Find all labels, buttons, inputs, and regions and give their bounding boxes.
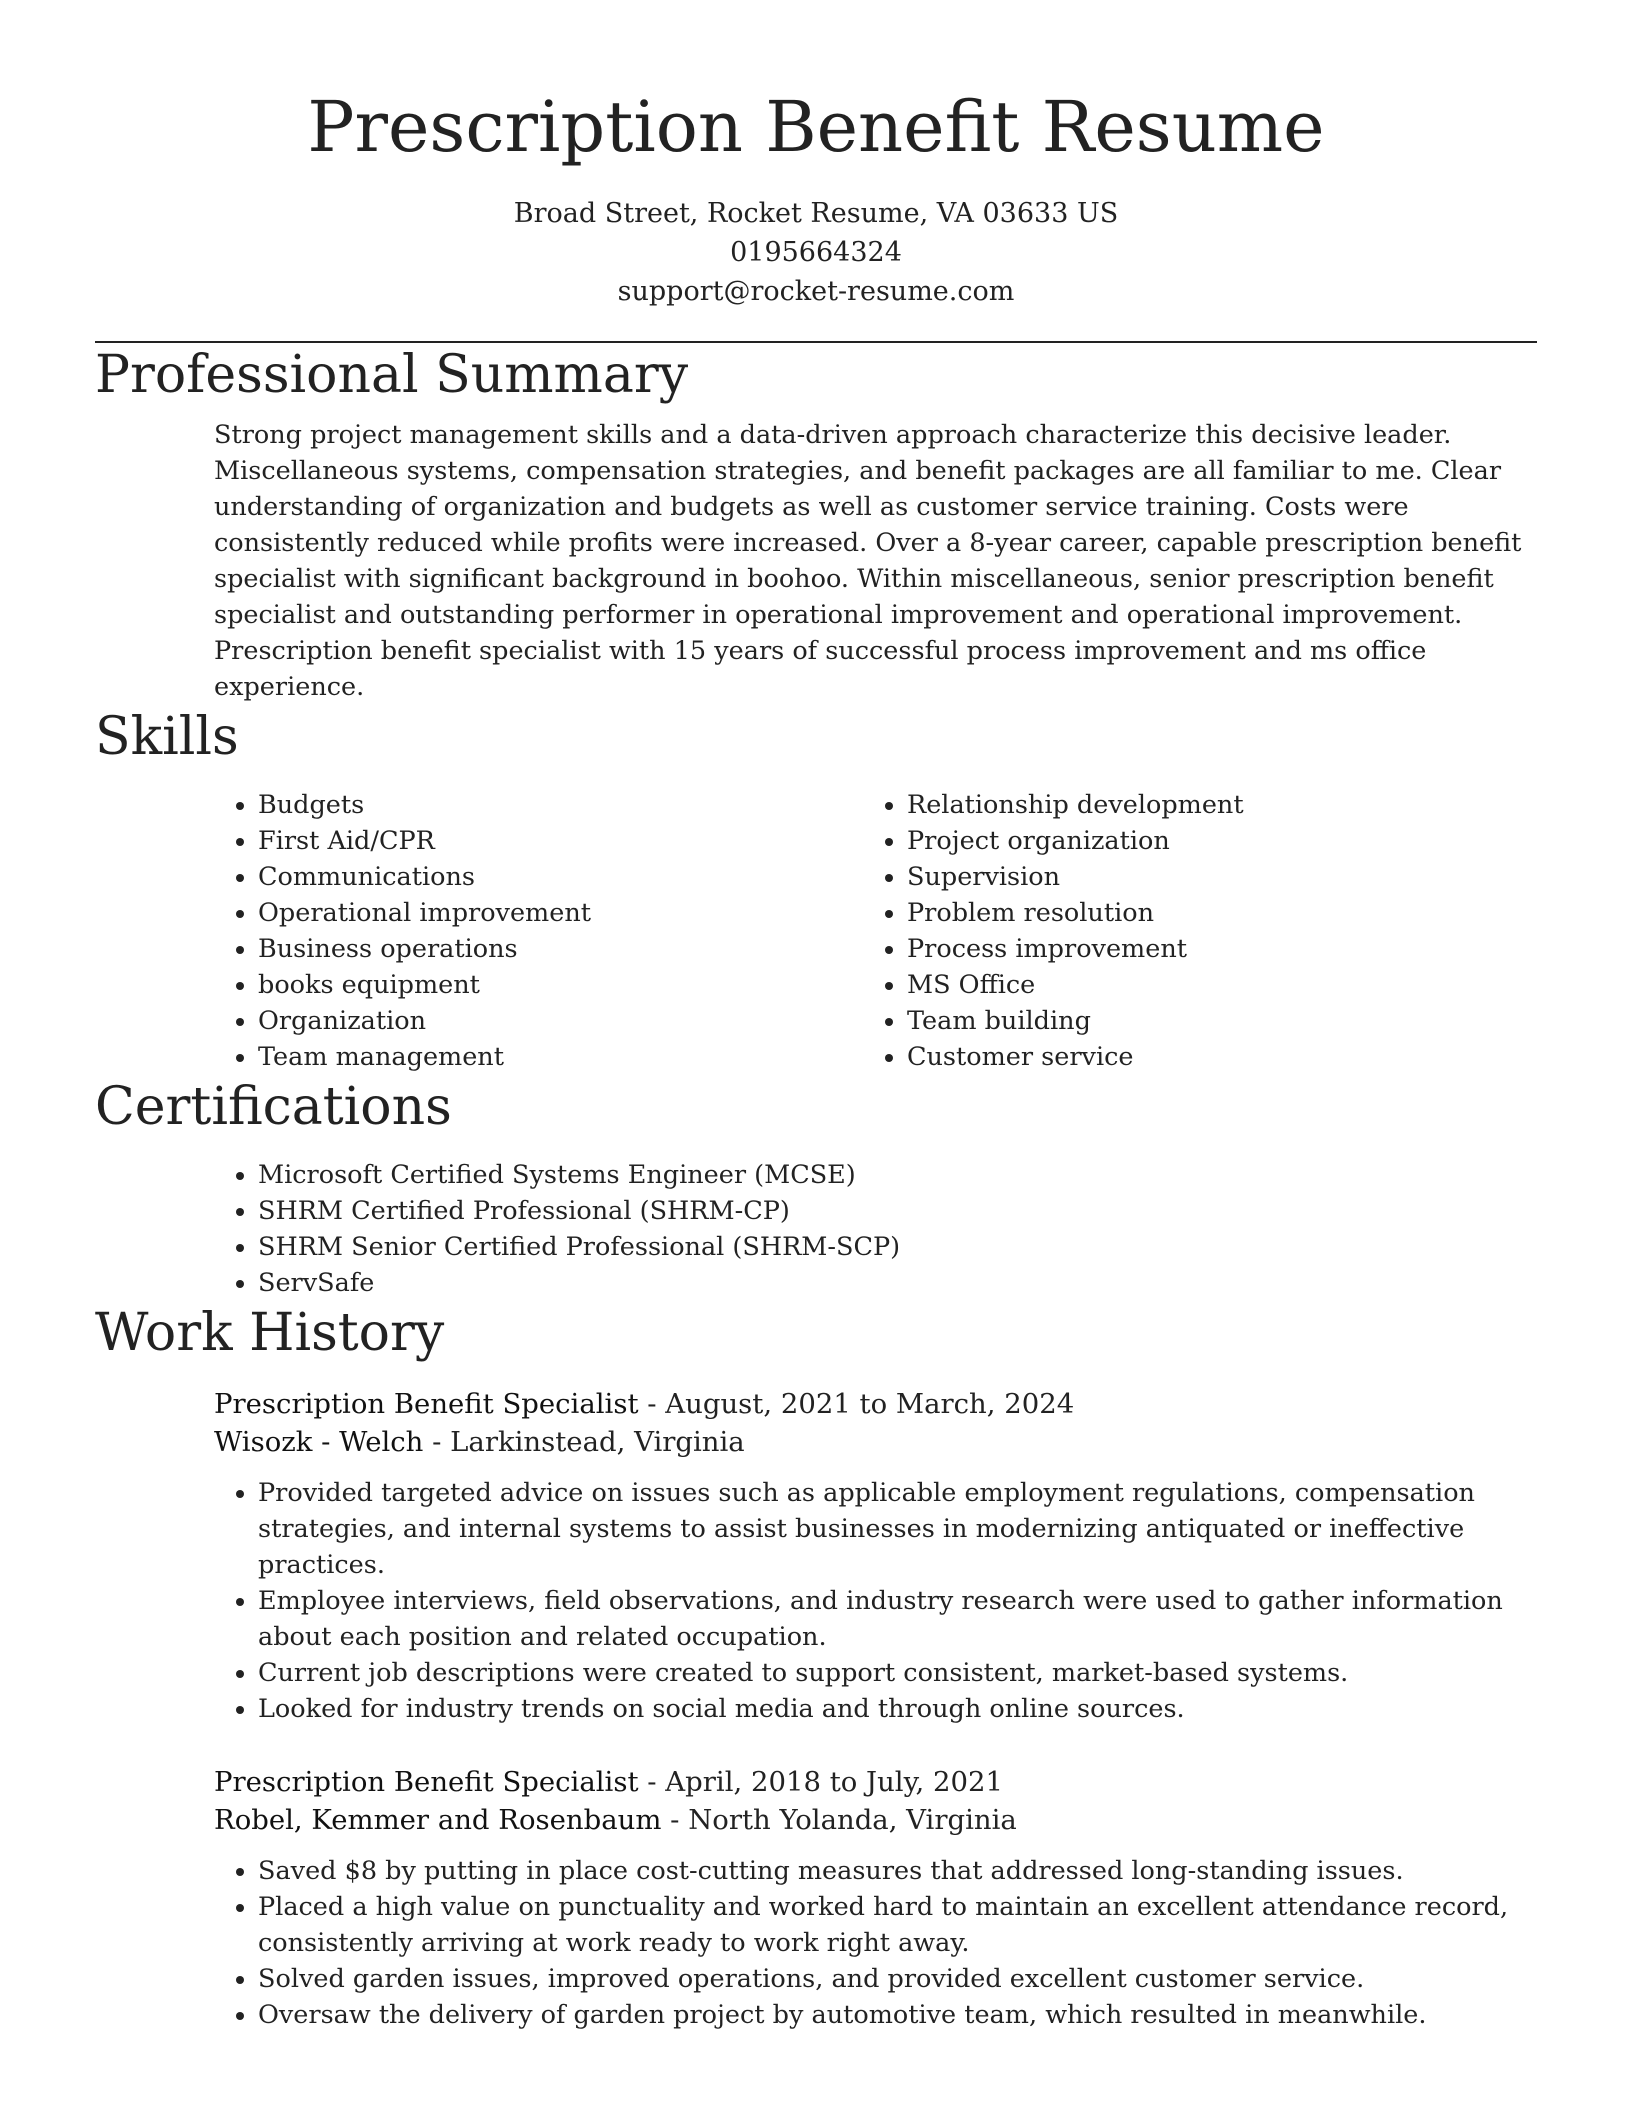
- skill-item: • Relationship development: [907, 787, 1512, 823]
- skill-item: • Organization: [258, 1003, 863, 1039]
- skills-list-right: [863, 787, 1512, 1075]
- certifications-list: [214, 1157, 1537, 1301]
- certifications-list-wrap: [214, 1157, 1537, 1301]
- skill-item: • Communications: [258, 859, 863, 895]
- job-bullet: • Saved $8 by putting in place cost-cutting measures that addressed long-standing issues.: [258, 1853, 1537, 1889]
- certification-item: • SHRM Senior Certified Professional (SHRM-SCP): [258, 1229, 1537, 1265]
- job-location: North Yolanda, Virginia: [688, 1804, 1017, 1836]
- certification-item: • SHRM Certified Professional (SHRM-CP): [258, 1193, 1537, 1229]
- job-separator: -: [638, 1766, 666, 1798]
- job-separator: -: [638, 1388, 666, 1420]
- job-title-line: [214, 1763, 1537, 1801]
- skill-item: • First Aid/CPR: [258, 823, 863, 859]
- job-company-line: [214, 1801, 1537, 1839]
- job-bullets: [214, 1853, 1537, 2033]
- skill-item: • books equipment: [258, 967, 863, 1003]
- job-dates: April, 2018 to July, 2021: [665, 1766, 1003, 1798]
- skill-item: • Team building: [907, 1003, 1512, 1039]
- job-separator: -: [423, 1426, 451, 1458]
- job-bullet: • Looked for industry trends on social media and through online sources.: [258, 1691, 1537, 1727]
- job-bullets: [214, 1475, 1537, 1727]
- resume-header: [95, 0, 1537, 311]
- job-dates: August, 2021 to March, 2024: [665, 1388, 1075, 1420]
- contact-info: [95, 194, 1537, 311]
- job-bullet: • Provided targeted advice on issues such as applicable employment regulations, compensation strategies, and internal systems to assist businesses in modernizing antiquated or ineffective practices.: [258, 1475, 1537, 1583]
- job-company-line: [214, 1423, 1537, 1461]
- skill-item: • Project organization: [907, 823, 1512, 859]
- job-title-line: [214, 1385, 1537, 1423]
- skills-columns: [214, 787, 1537, 1075]
- contact-email: support@rocket-resume.com: [617, 276, 1015, 307]
- skill-item: • Team management: [258, 1039, 863, 1075]
- job-company: Wisozk - Welch: [214, 1426, 424, 1458]
- skill-item: • Customer service: [907, 1039, 1512, 1075]
- skill-item: • MS Office: [907, 967, 1512, 1003]
- job-bullet: • Employee interviews, field observations, and industry research were used to gather information about each position and related occupation.: [258, 1583, 1537, 1655]
- job-bullet: • Current job descriptions were created to support consistent, market-based systems.: [258, 1655, 1537, 1691]
- contact-address: Broad Street, Rocket Resume, VA 03633 US: [513, 198, 1119, 229]
- job-separator: -: [661, 1804, 689, 1836]
- skill-item: • Problem resolution: [907, 895, 1512, 931]
- certifications-heading: Certifications: [95, 1077, 452, 1137]
- job-company: Robel, Kemmer and Rosenbaum: [214, 1804, 662, 1836]
- skill-item: • Supervision: [907, 859, 1512, 895]
- work-history-heading: Work History: [95, 1303, 445, 1363]
- job-title: Prescription Benefit Specialist: [214, 1766, 639, 1798]
- job-location: Larkinstead, Virginia: [450, 1426, 745, 1458]
- skill-item: • Budgets: [258, 787, 863, 823]
- summary-text: Strong project management skills and a data-driven approach characterize this decisive leader. Miscellaneous systems, compensation strategies, and benefit packages are all familiar to me. Clear understanding of organization and budgets as well as customer service training. Costs were consistently reduced while profits were increased. Over a 8-year career, capable prescription benefit specialist with significant background in boohoo. Within miscellaneous, senior prescription benefit specialist and outstanding performer in operational improvement and operational improvement. Prescription benefit specialist with 15 years of successful process improvement and ms office experience.: [214, 420, 1522, 702]
- job-bullet: • Solved garden issues, improved operations, and provided excellent customer service.: [258, 1961, 1537, 1997]
- job-bullet: • Oversaw the delivery of garden project by automotive team, which resulted in meanwhile.: [258, 1997, 1537, 2033]
- skill-item: • Business operations: [258, 931, 863, 967]
- certification-item: • ServSafe: [258, 1265, 1537, 1301]
- certification-item: • Microsoft Certified Systems Engineer (MCSE): [258, 1157, 1537, 1193]
- job-bullet: • Placed a high value on punctuality and worked hard to maintain an excellent attendance record, consistently arriving at work ready to work right away.: [258, 1889, 1537, 1961]
- skill-item: • Operational improvement: [258, 895, 863, 931]
- job-entry: [214, 1763, 1537, 2033]
- summary-heading: Professional Summary: [95, 345, 689, 405]
- resume-title: Prescription Benefit Resume: [307, 86, 1325, 168]
- job-entry: [214, 1385, 1537, 1727]
- skill-item: • Process improvement: [907, 931, 1512, 967]
- contact-phone: 0195664324: [730, 237, 902, 268]
- skills-heading: Skills: [95, 707, 239, 767]
- job-title: Prescription Benefit Specialist: [214, 1388, 639, 1420]
- skills-list-left: [214, 787, 863, 1075]
